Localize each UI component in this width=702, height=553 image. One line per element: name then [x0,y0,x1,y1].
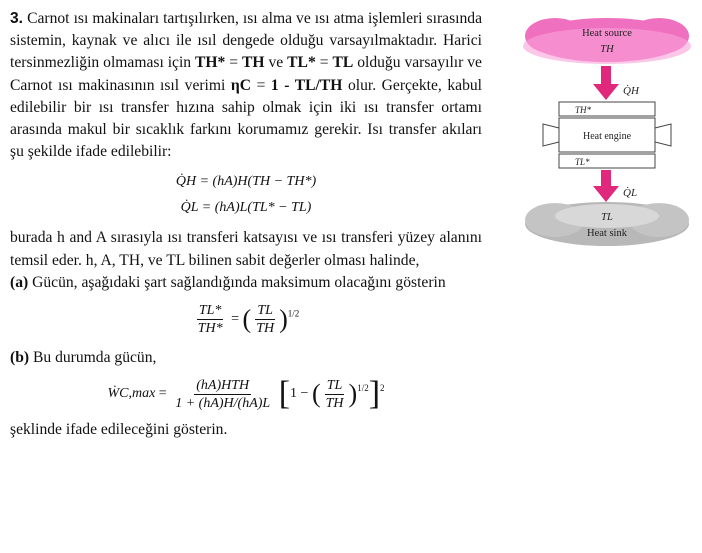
heat-engine-diagram [515,10,701,250]
equation-condition: $\frac{TL*}{TH*}$ = ( $\frac{TL}{TH}$ )$^{1/2}$ [197,303,300,337]
cond2-lhs: TL* [287,54,316,72]
intro-text: Carnot ısı makinaları tartışılırken, ısı alma ve ısı atma işlemleri sırasında sistemin, kaynak ve alıcı ile ısıl dengede olduğu varsayılmaktadır. Harici tersinmezliğin olmaması için [10,10,482,72]
qh-arrow-head [593,84,619,100]
cond1-rhs: TH [242,54,265,72]
part-b-label: (b) [10,349,30,367]
heat-source-cloud [523,18,691,64]
eff-lhs: ηC [230,76,252,94]
source-label: Heat source [582,28,632,39]
qh-label: Q̇H [623,85,639,97]
cond-frac-left: $\frac{TL*}{TH*}$ [197,303,223,337]
given-paragraph: burada h and A sırasıyla ısı transferi katsayısı ve ısı transferi yüzey alanını temsil eder. h, A, TH, ve TL bilinen sabit değerler olması halinde, [10,229,482,269]
heat-sink-cloud [525,202,689,246]
ql-arrow-shaft [601,170,611,188]
cond1-lhs: TH* [195,54,226,72]
problem-number: 3. [10,10,24,27]
heat-engine-box [543,102,671,168]
engine-label: Heat engine [582,131,632,142]
ql-label: Q̇L [623,187,638,199]
source-temp: TH [600,44,614,55]
cond-exponent: 1/2 [287,308,300,319]
equation-qh: Q̇H = (hA)H(TH − TH*) [175,174,317,190]
part-b-text: Bu durumda gücün, [32,349,157,367]
part-a-paragraph [10,272,482,294]
part-b-paragraph [10,347,482,369]
part-a-label: (a) [10,273,29,291]
ql-arrow-head [593,186,619,202]
w-frac: $\frac{\text{(hA)HTH}}{1 + (hA)H/(hA)L}$ [175,377,271,411]
closing-paragraph: şeklinde ifade edileceğini gösterin. [10,421,228,439]
sink-temp: TL [601,212,613,223]
equation-wmax: ẆC,max = $\frac{\text{(hA)HTH}}{1 + (hA)H/(hA)L}$ [1 − ( $\frac{TL}{TH}$ )$^{1/2}$]$^2$ [107,375,385,413]
equation-ql: Q̇L = (hA)L(TL* − TL) [180,200,312,216]
sink-label: Heat sink [587,228,627,239]
intro-paragraph: 3. Carnot ısı makinaları tartışılırken, ısı alma ve ısı atma işlemleri sırasında sistemin, kaynak ve alıcı ile ısıl dengede olduğu varsayılmaktadır. Harici tersinmezliğin olmaması için TH* = TH ve TL* = TL olduğu varsayılır ve Carnot ısı makinasının ısıl verimi ηC = 1 - TL/TH olur. Gerçekte, kabul edilebilir bir ısı transfer hızına sahip olmak için iki ısı transfer ortamı arasında makul bir sıcaklık farkını korumamız gerekir. Isı transfer akıları şu şekilde ifade edilebilir: [10,10,482,161]
after-eff: olur. Gerçekte, kabul edilebilir bir ısı transfer hızına sahip olmak için iki ısı transfer ortamı arasında makul bir sıcaklık farkını korumamız gerekir. Isı transfer akıları şu şekilde ifade edilebilir: [10,76,482,161]
part-a-text: Gücün, aşağıdaki şart sağlandığında maksimum olacağını gösterin [32,273,446,291]
cond-frac-right: $\frac{TL}{TH}$ [256,303,275,337]
cond-after: olduğu varsayılır ve Carnot ısı makinasının ısıl verimi [10,54,482,94]
w-inner-frac: $\frac{TL}{TH}$ [325,377,344,411]
tl-star-label: TL* [575,157,590,167]
w-lhs: ẆC,max [107,386,156,402]
problem-text [10,8,482,441]
cond2-rhs: TL [332,54,354,72]
th-star-label: TH* [575,105,592,115]
qh-arrow-shaft [601,66,611,86]
cond-mid: ve [268,54,284,72]
eff-rhs: 1 - TL/TH [270,76,343,94]
